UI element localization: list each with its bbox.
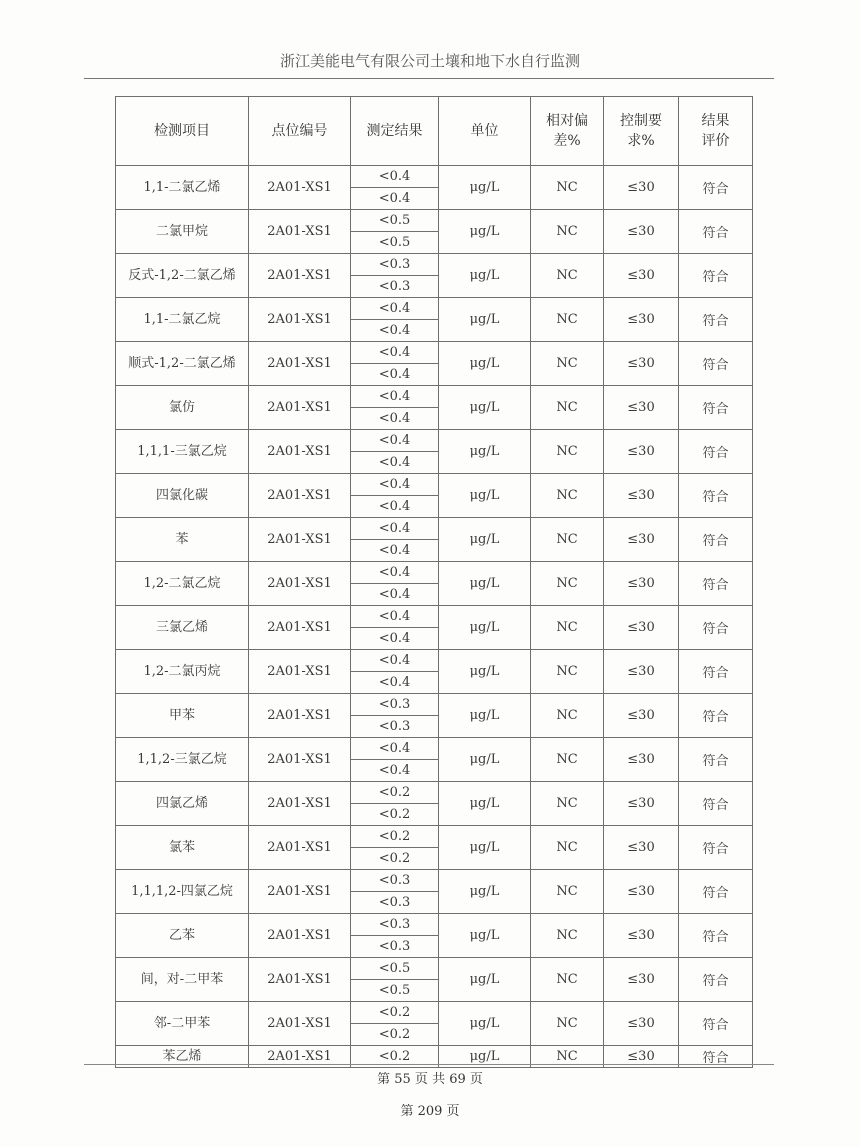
table-row (116, 210, 753, 232)
result-cell: <0.4 (351, 386, 439, 408)
point-cell: 2A01-XS1 (249, 386, 351, 430)
control-cell: ≤30 (604, 386, 679, 430)
deviation-cell: NC (531, 166, 604, 210)
table-row (116, 694, 753, 716)
evaluation-cell: 符合 (679, 166, 753, 210)
evaluation-cell: 符合 (679, 914, 753, 958)
qc-results-table (115, 96, 753, 1068)
result-cell: <0.5 (351, 232, 439, 254)
deviation-cell: NC (531, 210, 604, 254)
result-cell: <0.2 (351, 848, 439, 870)
evaluation-cell: 符合 (679, 1046, 753, 1068)
result-cell: <0.4 (351, 188, 439, 210)
column-header-deviation: 相对偏 差% (531, 97, 604, 166)
table-row (116, 738, 753, 760)
unit-cell: μg/L (439, 1002, 531, 1046)
result-cell: <0.4 (351, 430, 439, 452)
deviation-cell: NC (531, 650, 604, 694)
result-cell: <0.4 (351, 496, 439, 518)
deviation-cell: NC (531, 474, 604, 518)
point-cell: 2A01-XS1 (249, 430, 351, 474)
result-cell: <0.3 (351, 276, 439, 298)
point-cell: 2A01-XS1 (249, 958, 351, 1002)
deviation-cell: NC (531, 386, 604, 430)
unit-cell: μg/L (439, 958, 531, 1002)
unit-cell: μg/L (439, 606, 531, 650)
table-row (116, 650, 753, 672)
result-cell: <0.2 (351, 804, 439, 826)
unit-cell: μg/L (439, 650, 531, 694)
result-cell: <0.4 (351, 518, 439, 540)
deviation-cell: NC (531, 870, 604, 914)
result-cell: <0.3 (351, 892, 439, 914)
control-cell: ≤30 (604, 562, 679, 606)
result-cell: <0.5 (351, 958, 439, 980)
result-cell: <0.5 (351, 980, 439, 1002)
unit-cell: μg/L (439, 254, 531, 298)
deviation-cell: NC (531, 738, 604, 782)
point-cell: 2A01-XS1 (249, 1046, 351, 1068)
point-cell: 2A01-XS1 (249, 782, 351, 826)
unit-cell: μg/L (439, 782, 531, 826)
evaluation-cell: 符合 (679, 518, 753, 562)
result-cell: <0.2 (351, 1046, 439, 1068)
item-cell: 顺式-1,2-二氯乙烯 (116, 342, 249, 386)
evaluation-cell: 符合 (679, 650, 753, 694)
control-cell: ≤30 (604, 738, 679, 782)
unit-cell: μg/L (439, 298, 531, 342)
control-cell: ≤30 (604, 1002, 679, 1046)
result-cell: <0.4 (351, 760, 439, 782)
deviation-cell: NC (531, 298, 604, 342)
result-cell: <0.4 (351, 738, 439, 760)
result-cell: <0.4 (351, 540, 439, 562)
control-cell: ≤30 (604, 782, 679, 826)
control-cell: ≤30 (604, 430, 679, 474)
item-cell: 三氯乙烯 (116, 606, 249, 650)
result-cell: <0.5 (351, 210, 439, 232)
evaluation-cell: 符合 (679, 1002, 753, 1046)
result-cell: <0.4 (351, 342, 439, 364)
column-header-point: 点位编号 (249, 97, 351, 166)
unit-cell: μg/L (439, 342, 531, 386)
table-row (116, 430, 753, 452)
deviation-cell: NC (531, 826, 604, 870)
control-cell: ≤30 (604, 694, 679, 738)
control-cell: ≤30 (604, 914, 679, 958)
point-cell: 2A01-XS1 (249, 518, 351, 562)
control-cell: ≤30 (604, 254, 679, 298)
item-cell: 四氯乙烯 (116, 782, 249, 826)
column-header-result: 测定结果 (351, 97, 439, 166)
control-cell: ≤30 (604, 958, 679, 1002)
unit-cell: μg/L (439, 386, 531, 430)
point-cell: 2A01-XS1 (249, 298, 351, 342)
result-cell: <0.4 (351, 606, 439, 628)
result-cell: <0.4 (351, 628, 439, 650)
deviation-cell: NC (531, 958, 604, 1002)
point-cell: 2A01-XS1 (249, 166, 351, 210)
unit-cell: μg/L (439, 430, 531, 474)
result-cell: <0.3 (351, 716, 439, 738)
result-cell: <0.4 (351, 474, 439, 496)
table-row (116, 342, 753, 364)
unit-cell: μg/L (439, 826, 531, 870)
table-row (116, 562, 753, 584)
point-cell: 2A01-XS1 (249, 914, 351, 958)
page-header-title: 浙江美能电气有限公司土壤和地下水自行监测 (279, 52, 580, 70)
unit-cell: μg/L (439, 474, 531, 518)
evaluation-cell: 符合 (679, 958, 753, 1002)
unit-cell: μg/L (439, 518, 531, 562)
evaluation-cell: 符合 (679, 430, 753, 474)
item-cell: 氯仿 (116, 386, 249, 430)
evaluation-cell: 符合 (679, 298, 753, 342)
table-row (116, 870, 753, 892)
evaluation-cell: 符合 (679, 694, 753, 738)
table-row (116, 298, 753, 320)
point-cell: 2A01-XS1 (249, 254, 351, 298)
control-cell: ≤30 (604, 474, 679, 518)
table-row (116, 782, 753, 804)
column-header-unit: 单位 (439, 97, 531, 166)
deviation-cell: NC (531, 518, 604, 562)
page-stamp: 第 209 页 (400, 1104, 460, 1119)
control-cell: ≤30 (604, 650, 679, 694)
page-count: 第 55 页 共 69 页 (377, 1072, 483, 1087)
control-cell: ≤30 (604, 518, 679, 562)
evaluation-cell: 符合 (679, 782, 753, 826)
deviation-cell: NC (531, 562, 604, 606)
result-cell: <0.4 (351, 364, 439, 386)
table-row (116, 1002, 753, 1024)
table-body (116, 166, 753, 1068)
result-cell: <0.4 (351, 408, 439, 430)
item-cell: 1,1-二氯乙烯 (116, 166, 249, 210)
item-cell: 甲苯 (116, 694, 249, 738)
item-cell: 1,2-二氯乙烷 (116, 562, 249, 606)
point-cell: 2A01-XS1 (249, 562, 351, 606)
result-cell: <0.4 (351, 298, 439, 320)
deviation-cell: NC (531, 1002, 604, 1046)
table-row (116, 474, 753, 496)
item-cell: 间，对-二甲苯 (116, 958, 249, 1002)
evaluation-cell: 符合 (679, 474, 753, 518)
table-row (116, 826, 753, 848)
result-cell: <0.4 (351, 650, 439, 672)
result-cell: <0.3 (351, 870, 439, 892)
unit-cell: μg/L (439, 694, 531, 738)
item-cell: 1,1,1-三氯乙烷 (116, 430, 249, 474)
control-cell: ≤30 (604, 606, 679, 650)
control-cell: ≤30 (604, 826, 679, 870)
deviation-cell: NC (531, 254, 604, 298)
point-cell: 2A01-XS1 (249, 1002, 351, 1046)
item-cell: 邻-二甲苯 (116, 1002, 249, 1046)
table-row (116, 606, 753, 628)
deviation-cell: NC (531, 430, 604, 474)
unit-cell: μg/L (439, 166, 531, 210)
result-cell: <0.3 (351, 694, 439, 716)
result-cell: <0.2 (351, 782, 439, 804)
table-header-row (116, 97, 753, 166)
footer-divider (84, 1064, 774, 1065)
evaluation-cell: 符合 (679, 826, 753, 870)
deviation-cell: NC (531, 1046, 604, 1068)
evaluation-cell: 符合 (679, 738, 753, 782)
item-cell: 二氯甲烷 (116, 210, 249, 254)
table-row (116, 254, 753, 276)
table-row (116, 958, 753, 980)
control-cell: ≤30 (604, 210, 679, 254)
item-cell: 苯 (116, 518, 249, 562)
result-cell: <0.2 (351, 1002, 439, 1024)
result-cell: <0.3 (351, 254, 439, 276)
result-cell: <0.2 (351, 826, 439, 848)
header-divider (84, 78, 774, 79)
evaluation-cell: 符合 (679, 606, 753, 650)
point-cell: 2A01-XS1 (249, 606, 351, 650)
evaluation-cell: 符合 (679, 342, 753, 386)
control-cell: ≤30 (604, 870, 679, 914)
point-cell: 2A01-XS1 (249, 870, 351, 914)
control-cell: ≤30 (604, 342, 679, 386)
point-cell: 2A01-XS1 (249, 210, 351, 254)
result-cell: <0.4 (351, 584, 439, 606)
evaluation-cell: 符合 (679, 210, 753, 254)
table-row (116, 914, 753, 936)
column-header-control: 控制要 求% (604, 97, 679, 166)
column-header-evaluation: 结果 评价 (679, 97, 753, 166)
column-header-item: 检测项目 (116, 97, 249, 166)
point-cell: 2A01-XS1 (249, 650, 351, 694)
point-cell: 2A01-XS1 (249, 826, 351, 870)
result-cell: <0.2 (351, 1024, 439, 1046)
item-cell: 1,2-二氯丙烷 (116, 650, 249, 694)
result-cell: <0.3 (351, 914, 439, 936)
point-cell: 2A01-XS1 (249, 342, 351, 386)
evaluation-cell: 符合 (679, 386, 753, 430)
point-cell: 2A01-XS1 (249, 474, 351, 518)
deviation-cell: NC (531, 914, 604, 958)
unit-cell: μg/L (439, 562, 531, 606)
item-cell: 氯苯 (116, 826, 249, 870)
evaluation-cell: 符合 (679, 870, 753, 914)
table-row (116, 518, 753, 540)
item-cell: 反式-1,2-二氯乙烯 (116, 254, 249, 298)
result-cell: <0.3 (351, 936, 439, 958)
unit-cell: μg/L (439, 738, 531, 782)
deviation-cell: NC (531, 606, 604, 650)
deviation-cell: NC (531, 342, 604, 386)
item-cell: 1,1,2-三氯乙烷 (116, 738, 249, 782)
unit-cell: μg/L (439, 210, 531, 254)
item-cell: 1,1-二氯乙烷 (116, 298, 249, 342)
result-cell: <0.4 (351, 452, 439, 474)
point-cell: 2A01-XS1 (249, 694, 351, 738)
unit-cell: μg/L (439, 914, 531, 958)
item-cell: 乙苯 (116, 914, 249, 958)
result-cell: <0.4 (351, 166, 439, 188)
unit-cell: μg/L (439, 870, 531, 914)
control-cell: ≤30 (604, 166, 679, 210)
control-cell: ≤30 (604, 1046, 679, 1068)
point-cell: 2A01-XS1 (249, 738, 351, 782)
evaluation-cell: 符合 (679, 254, 753, 298)
result-cell: <0.4 (351, 562, 439, 584)
deviation-cell: NC (531, 782, 604, 826)
item-cell: 苯乙烯 (116, 1046, 249, 1068)
table-row (116, 386, 753, 408)
result-cell: <0.4 (351, 320, 439, 342)
control-cell: ≤30 (604, 298, 679, 342)
item-cell: 四氯化碳 (116, 474, 249, 518)
evaluation-cell: 符合 (679, 562, 753, 606)
deviation-cell: NC (531, 694, 604, 738)
table-row (116, 166, 753, 188)
item-cell: 1,1,1,2-四氯乙烷 (116, 870, 249, 914)
unit-cell: μg/L (439, 1046, 531, 1068)
result-cell: <0.4 (351, 672, 439, 694)
